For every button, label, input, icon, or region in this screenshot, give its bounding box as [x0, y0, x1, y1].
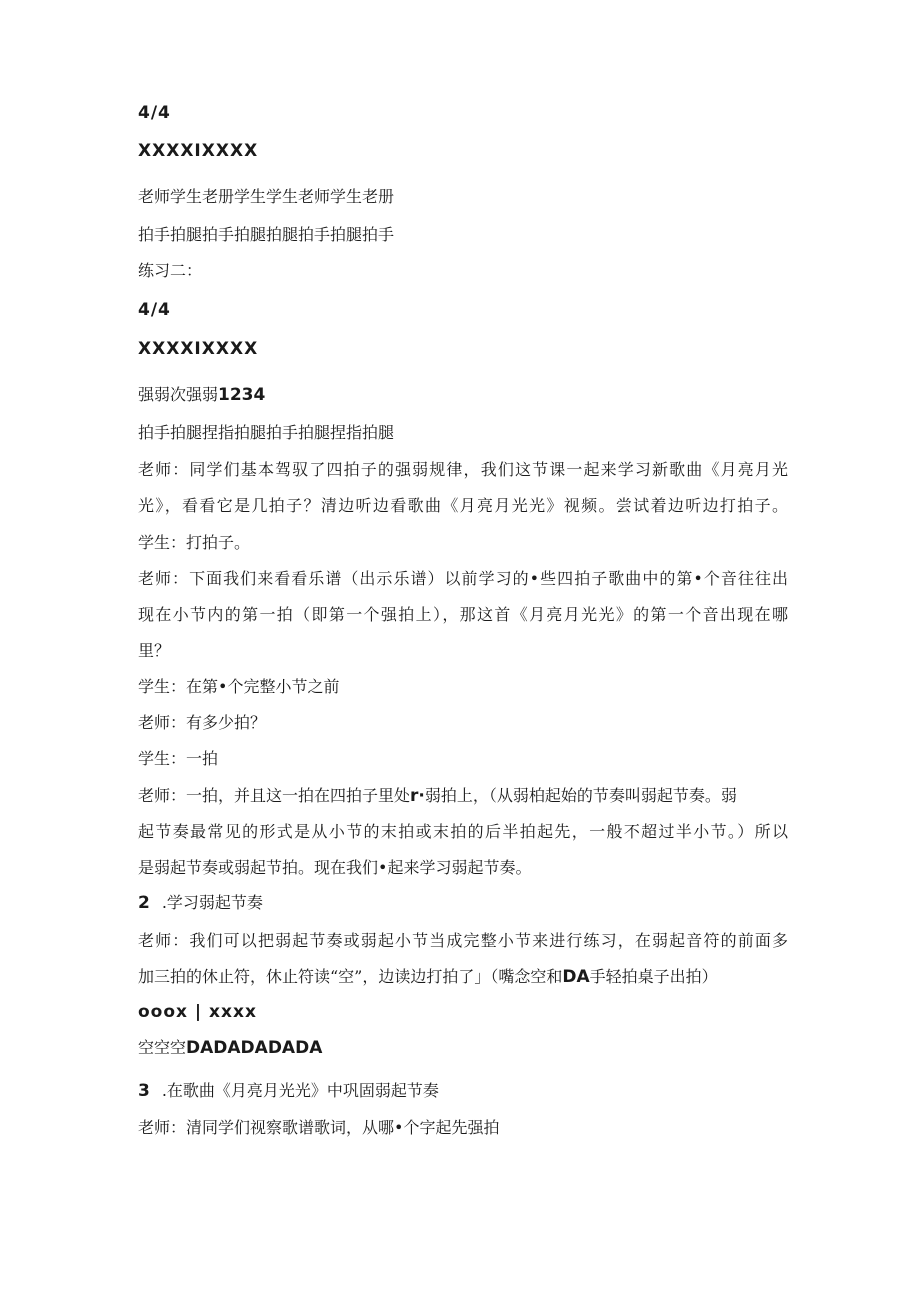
role-line-1: 老师学生老册学生学生老师学生老册	[138, 187, 395, 206]
teacher-para-3-line-2: 起节奏最常见的形式是从小节的末拍或末拍的后半拍起先，一般不超过半小节。）所以	[138, 822, 788, 841]
strength-line	[138, 384, 788, 406]
section-2-number: 2	[138, 893, 150, 913]
rest-reading-da: DADADADADA	[186, 1038, 323, 1058]
student-line-1: 学生：打拍子。	[138, 533, 251, 552]
student-line-2: 学生：在第•个完整小节之前	[138, 677, 340, 696]
teacher-line-final: 老师：清同学们视察歌谱歌词，从哪•个字起先强拍	[138, 1118, 500, 1137]
exercise-two-heading: 练习二：	[138, 261, 203, 280]
teacher-para-4-da: DA	[562, 967, 590, 987]
rest-reading-text: 空空空	[138, 1038, 187, 1057]
teacher-para-2-line-3: 里？	[138, 641, 171, 660]
strength-text: 强弱次强弱	[138, 385, 219, 404]
time-signature-1: 4/4	[138, 103, 171, 123]
teacher-para-2-line-1: 老师：下面我们来看看乐谱（出示乐谱）以前学习的•些四拍子歌曲中的第•个音往往出	[138, 569, 788, 588]
section-3-title: .在歌曲《月亮月光光》中巩固弱起节奏	[161, 1081, 439, 1100]
teacher-para-1-line-2: 光》，看看它是几拍子？清边听边看歌曲《月亮月光光》视频。尝试着边听边打拍子。	[138, 496, 788, 515]
rhythm-pattern-1: XXXXIXXXX	[138, 141, 259, 161]
action-line-2: 拍手拍腿捏指拍腿拍手拍腿捏指拍腿	[138, 423, 395, 442]
teacher-para-3-line-1	[138, 785, 788, 807]
teacher-line-question: 老师：有多少拍？	[138, 713, 267, 732]
section-3-number: 3	[138, 1081, 150, 1101]
rhythm-pattern-2: XXXXIXXXX	[138, 339, 259, 359]
section-2-title: .学习弱起节奏	[161, 893, 263, 912]
rest-rhythm-pattern: ooox | xxxx	[138, 1002, 257, 1022]
time-signature-2: 4/4	[138, 300, 171, 320]
section-3-heading	[138, 1080, 788, 1102]
teacher-para-4-part-a: 加三拍的休止符，休止符读“空”，边读边打拍了」（嘴念空和	[138, 967, 563, 986]
teacher-para-4-line-2	[138, 966, 788, 988]
teacher-para-4-line-1: 老师：我们可以把弱起节奏或弱起小节当成完整小节来进行练习，在弱起音符的前面多	[138, 931, 788, 950]
teacher-para-3-part-b: 弱拍上，（从弱柏起始的节奏叫弱起节奏。弱	[424, 786, 737, 805]
student-line-3: 学生：一拍	[138, 749, 219, 768]
teacher-para-3-mark: r·	[410, 786, 425, 806]
teacher-para-1-line-1: 老师：同学们基本驾驭了四拍子的强弱规律，我们这节课一起来学习新歌曲《月亮月光	[138, 460, 788, 479]
action-line-1: 拍手拍腿拍手拍腿拍腿拍手拍腿拍手	[138, 225, 395, 244]
teacher-para-2-line-2: 现在小节内的第一拍（即第一个强拍上），那这首《月亮月光光》的第一个音出现在哪	[138, 605, 788, 624]
teacher-para-4-part-b: 手轻拍桌子出拍）	[589, 967, 718, 986]
rest-reading-line	[138, 1037, 788, 1059]
teacher-para-3-line-3: 是弱起节奏或弱起节拍。现在我们•起来学习弱起节奏。	[138, 858, 532, 877]
section-2-heading	[138, 892, 788, 914]
teacher-para-3-part-a: 老师：一拍，并且这一拍在四拍子里处	[138, 786, 411, 805]
beat-numbers: 1234	[218, 385, 266, 405]
